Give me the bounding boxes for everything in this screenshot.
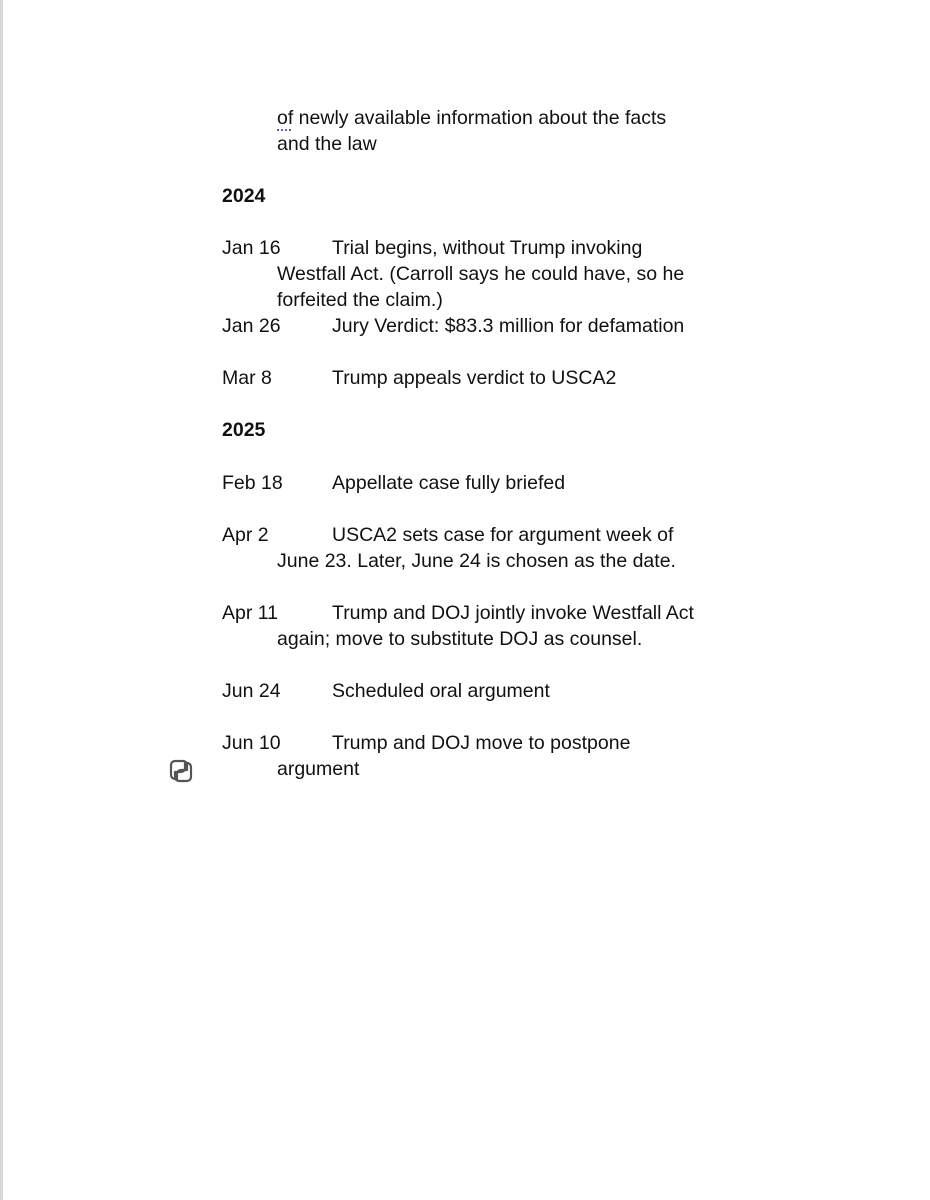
- timeline-entry: [222, 470, 782, 496]
- entry-text: Scheduled oral argument: [332, 680, 550, 702]
- entry-text: Trump and DOJ move to postpone: [332, 732, 631, 754]
- entry-continuation: forfeited the claim.): [277, 289, 443, 311]
- entry-text: Trump appeals verdict to USCA2: [332, 367, 617, 389]
- timeline-entry: [222, 730, 782, 782]
- entry-date: Apr 11: [222, 602, 279, 624]
- entry-date: Jan 16: [222, 237, 281, 259]
- timeline-entry: [222, 600, 782, 652]
- year-heading-2025: 2025: [222, 419, 266, 441]
- entry-date: Apr 2: [222, 524, 269, 546]
- spelling-flag-word[interactable]: of: [277, 107, 294, 129]
- entry-date: Mar 8: [222, 367, 272, 389]
- entry-date: Feb 18: [222, 472, 283, 494]
- page-left-edge: [0, 0, 3, 1200]
- year-heading-2024: 2024: [222, 185, 266, 207]
- timeline-entry: [222, 313, 782, 339]
- intro-line-2: and the law: [277, 133, 377, 155]
- copilot-icon-graphic: [166, 757, 196, 785]
- entry-continuation: June 23. Later, June 24 is chosen as the date.: [277, 550, 676, 572]
- entry-text: Trial begins, without Trump invoking: [332, 237, 643, 259]
- timeline-entry: [222, 522, 782, 574]
- entry-continuation: argument: [277, 758, 360, 780]
- entry-continuation: again; move to substitute DOJ as counsel.: [277, 628, 643, 650]
- entry-date: Jun 24: [222, 680, 281, 702]
- timeline-entry: [222, 365, 782, 391]
- entry-continuation: Westfall Act. (Carroll says he could have, so he: [277, 263, 685, 285]
- entry-date: Jun 10: [222, 732, 281, 754]
- entry-text: Jury Verdict: $83.3 million for defamation: [332, 315, 685, 337]
- timeline-entry: [222, 678, 782, 704]
- entry-text: USCA2 sets case for argument week of: [332, 524, 674, 546]
- entry-text: Trump and DOJ jointly invoke Westfall Act: [332, 602, 694, 624]
- timeline-entry: [222, 235, 782, 313]
- entry-text: Appellate case fully briefed: [332, 472, 566, 494]
- intro-paragraph: [222, 105, 782, 157]
- copilot-icon[interactable]: [166, 757, 196, 785]
- intro-line-1: of newly available information about the facts: [277, 107, 667, 129]
- entry-date: Jan 26: [222, 315, 281, 337]
